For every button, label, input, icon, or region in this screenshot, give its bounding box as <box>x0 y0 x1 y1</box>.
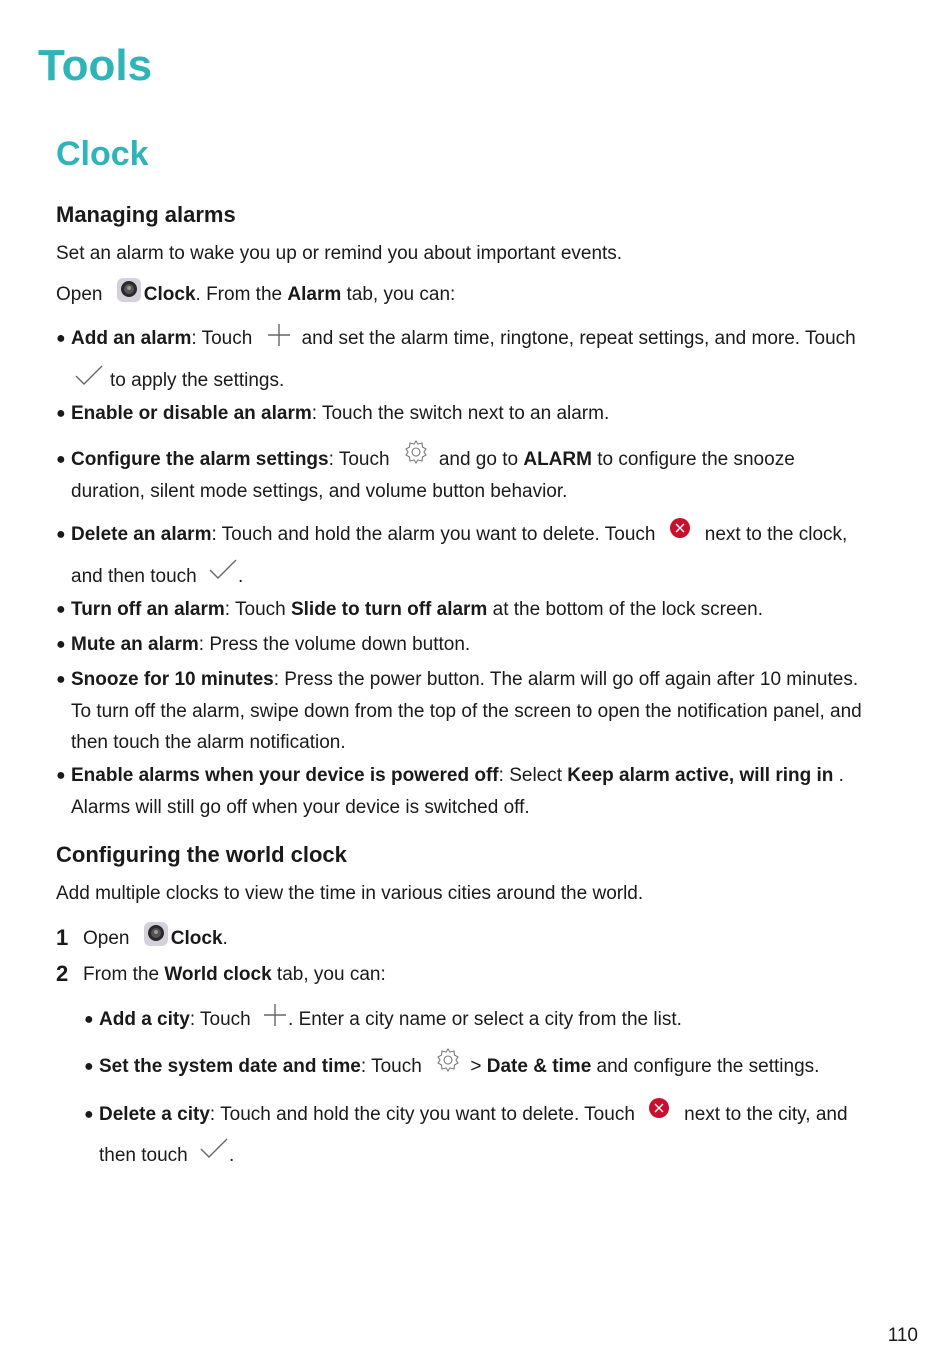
item-text: : Touch and hold the alarm you want to delete. Touch <box>211 524 656 545</box>
item-text: and go to <box>438 449 524 470</box>
item-bold: Configure the alarm settings <box>71 449 329 470</box>
open-prefix: Open <box>56 284 103 305</box>
item-text: : Touch <box>360 1056 422 1077</box>
item-text: . Enter a city name or select a city from the list. <box>288 1009 682 1030</box>
delete-x-icon <box>669 517 691 539</box>
bullet: ● <box>56 671 66 688</box>
item-text: and configure the settings. <box>591 1056 820 1077</box>
checkmark-icon <box>74 364 104 388</box>
bullet: ● <box>56 767 66 784</box>
list-item-snooze-cont-2: then touch the alarm notification. <box>71 732 346 753</box>
step-bold: World clock <box>164 964 272 985</box>
list-item-configure-alarm <box>71 448 795 473</box>
item-text: . <box>833 765 844 786</box>
list-item-add-city <box>99 1008 682 1033</box>
item-bold: Snooze for 10 minutes <box>71 669 274 690</box>
list-item-turn-off-alarm <box>71 598 763 623</box>
list-item-add-alarm-cont <box>74 369 284 394</box>
item-text: > <box>465 1056 487 1077</box>
list-item-powered-off-cont: Alarms will still go off when your device is switched off. <box>71 797 530 818</box>
page-title: Tools <box>38 41 153 90</box>
bullet: ● <box>56 601 66 618</box>
step-bold: Clock <box>170 928 223 949</box>
list-item-snooze <box>71 668 858 693</box>
item-bold: Turn off an alarm <box>71 599 225 620</box>
plus-icon <box>262 1002 288 1028</box>
bullet: ● <box>56 636 66 653</box>
item-text: then touch <box>99 1145 188 1166</box>
item-text: : Touch <box>189 1009 251 1030</box>
world-intro: Add multiple clocks to view the time in various cities around the world. <box>56 883 644 904</box>
open-suffix-1: . From the <box>195 284 288 305</box>
item-text: at the bottom of the lock screen. <box>487 599 763 620</box>
item-text: : Touch <box>224 599 291 620</box>
item-text: : Touch <box>191 328 253 349</box>
item-text: next to the city, and <box>684 1104 848 1125</box>
item-text: next to the clock, <box>704 524 848 545</box>
step-text: Open <box>83 928 130 949</box>
item-text: to configure the snooze <box>591 449 795 470</box>
step-1 <box>83 927 228 952</box>
item-bold: Keep alarm active, will ring in <box>567 765 834 786</box>
bullet: ● <box>84 1106 94 1123</box>
gear-icon <box>403 439 429 465</box>
clock-app-icon <box>143 921 169 947</box>
item-bold: Mute an alarm <box>71 634 199 655</box>
step-text: From the <box>83 964 165 985</box>
list-item-add-alarm <box>71 327 856 352</box>
step-2 <box>83 963 386 988</box>
bullet: ● <box>56 405 66 422</box>
managing-alarms-heading: Managing alarms <box>56 202 236 227</box>
list-item-powered-off <box>71 764 844 789</box>
list-item-mute-alarm <box>71 633 470 658</box>
item-bold: ALARM <box>523 449 592 470</box>
section-title: Clock <box>56 135 149 173</box>
step-number: 1 <box>56 925 69 950</box>
item-text: : Touch and hold the city you want to delete. Touch <box>209 1104 635 1125</box>
list-item-delete-alarm <box>71 523 847 548</box>
item-bold: Add an alarm <box>71 328 192 349</box>
gear-icon <box>435 1047 461 1073</box>
bullet: ● <box>84 1011 94 1028</box>
step-text: . <box>222 928 228 949</box>
item-text: to apply the settings. <box>110 370 285 391</box>
list-item-configure-alarm-cont: duration, silent mode settings, and volume button behavior. <box>71 481 568 502</box>
list-item-delete-alarm-cont <box>71 565 243 590</box>
bullet: ● <box>84 1058 94 1075</box>
checkmark-icon <box>199 1137 229 1161</box>
item-text: and then touch <box>71 566 197 587</box>
step-text: tab, you can: <box>271 964 386 985</box>
world-clock-heading: Configuring the world clock <box>56 842 347 867</box>
item-bold: Set the system date and time <box>99 1056 361 1077</box>
item-text: : Press the volume down button. <box>198 634 471 655</box>
item-bold: Enable or disable an alarm <box>71 403 312 424</box>
step-number: 2 <box>56 961 69 986</box>
checkmark-icon <box>208 558 238 582</box>
item-bold: Enable alarms when your device is powered off <box>71 765 499 786</box>
list-item-delete-city <box>99 1103 848 1128</box>
delete-x-icon <box>648 1097 670 1119</box>
item-bold: Delete a city <box>99 1104 210 1125</box>
clock-app-icon <box>116 277 142 303</box>
item-text: : Select <box>498 765 568 786</box>
item-text: : Touch <box>328 449 390 470</box>
item-bold: Delete an alarm <box>71 524 212 545</box>
item-bold: Date & time <box>486 1056 592 1077</box>
item-text: . <box>229 1145 235 1166</box>
item-bold: Slide to turn off alarm <box>290 599 488 620</box>
list-item-delete-city-cont <box>99 1144 234 1169</box>
list-item-enable-alarm <box>71 402 609 427</box>
plus-icon <box>266 322 292 348</box>
page-number: 110 <box>887 1325 918 1346</box>
item-text: : Touch the switch next to an alarm. <box>311 403 610 424</box>
bullet: ● <box>56 330 66 347</box>
item-text: . <box>238 566 244 587</box>
bullet: ● <box>56 451 66 468</box>
item-text: : Press the power button. The alarm will go off again after 10 minutes. <box>273 669 859 690</box>
item-bold: Add a city <box>99 1009 190 1030</box>
list-item-snooze-cont-1: To turn off the alarm, swipe down from the top of the screen to open the notification panel, and <box>71 701 862 722</box>
managing-intro: Set an alarm to wake you up or remind you about important events. <box>56 243 623 264</box>
open-suffix-2: tab, you can: <box>341 284 456 305</box>
item-text: and set the alarm time, ringtone, repeat settings, and more. Touch <box>301 328 856 349</box>
open-tab-name: Alarm <box>287 284 342 305</box>
open-clock-line <box>56 283 455 308</box>
list-item-system-date <box>99 1055 819 1080</box>
open-app-name: Clock <box>143 284 196 305</box>
bullet: ● <box>56 526 66 543</box>
